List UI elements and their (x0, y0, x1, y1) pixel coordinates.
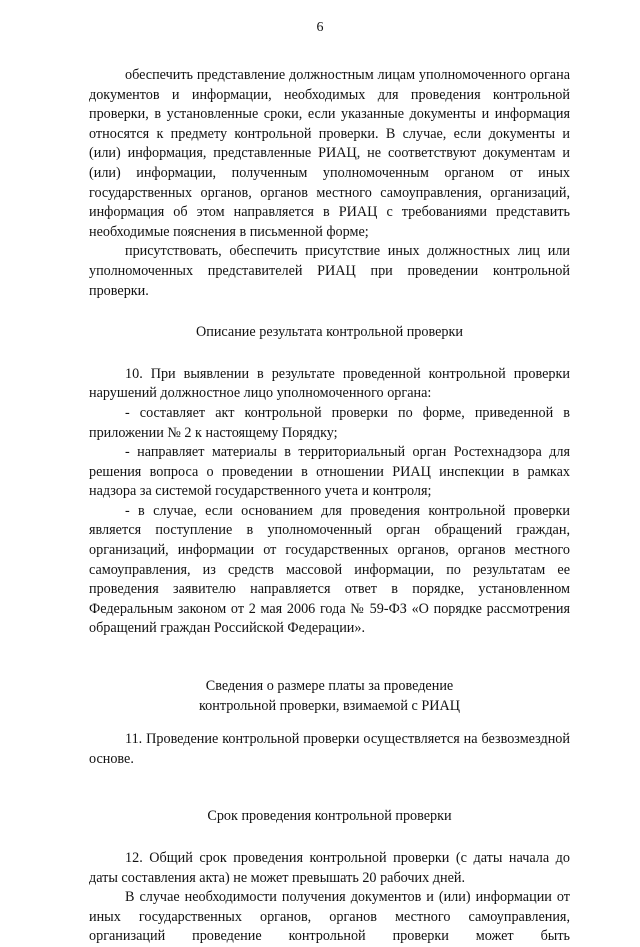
paragraph-extension-case: В случае необходимости получения документов и (или) информации от иных государственных органов, органов местного самоуправления, организаций проведение контрольной проверки может быть (89, 889, 570, 945)
paragraph-provide-documents: обеспечить представление должностным лицам уполномоченного органа документов и информации, необходимых для проведения контрольной проверки, в установленные сроки, если указанные документы и информация относятся к предмету контрольной проверки. В случае, если документы и (или) информация, представленные РИАЦ, не соответствуют документам и (или) информации, полученным уполномоченным органом от иных государственных органов, органов местного самоуправления, организаций, информация об этом направляется в РИАЦ с требованиями представить необходимые пояснения в письменной форме; (89, 67, 570, 240)
paragraph-item-10: 10. При выявлении в результате проведенной контрольной проверки нарушений должностное лицо уполномоченного органа: (89, 365, 570, 402)
section-heading-inspection-term: Срок проведения контрольной проверки (207, 808, 452, 825)
paragraph-item-11: 11. Проведение контрольной проверки осуществляется на безвозмездной основе. (89, 731, 570, 767)
paragraph-item-12: 12. Общий срок проведения контрольной проверки (с даты начала до даты составления акта) не может превышать 20 рабочих дней. (89, 850, 570, 886)
section-heading-result-description: Описание результата контрольной проверки (196, 324, 463, 341)
paragraph-reply-to-applicant: - в случае, если основанием для проведения контрольной проверки является поступление в уполномоченный орган обращений граждан, организаций, информации от государственных органов, органов местного самоуправления, из средств массовой информации, по результатам ее проведения заявителю направляется ответ в порядке, установленном Федеральным законом от 2 мая 2006 года № 59-ФЗ «О порядке рассмотрения обращений граждан Российской Федерации». (89, 502, 570, 637)
paragraph-attend-inspection: присутствовать, обеспечить присутствие иных должностных лиц или уполномоченных представителей РИАЦ при проведении контрольной проверки. (89, 243, 570, 299)
paragraph-draw-up-act: - составляет акт контрольной проверки по форме, приведенной в приложении № 2 к настоящему Порядку; (89, 404, 570, 441)
document-body (89, 66, 570, 947)
section-heading-fee-line-2: контрольной проверки, взимаемой с РИАЦ (198, 697, 461, 714)
section-heading-fee-line-1: Сведения о размере платы за проведение (205, 678, 454, 695)
paragraph-send-materials: - направляет материалы в территориальный орган Ростехнадзора для решения вопроса о проведении в отношении РИАЦ инспекции в рамках надзора за системой государственного учета и контроля; (89, 444, 570, 500)
page-number: 6 (316, 20, 324, 35)
